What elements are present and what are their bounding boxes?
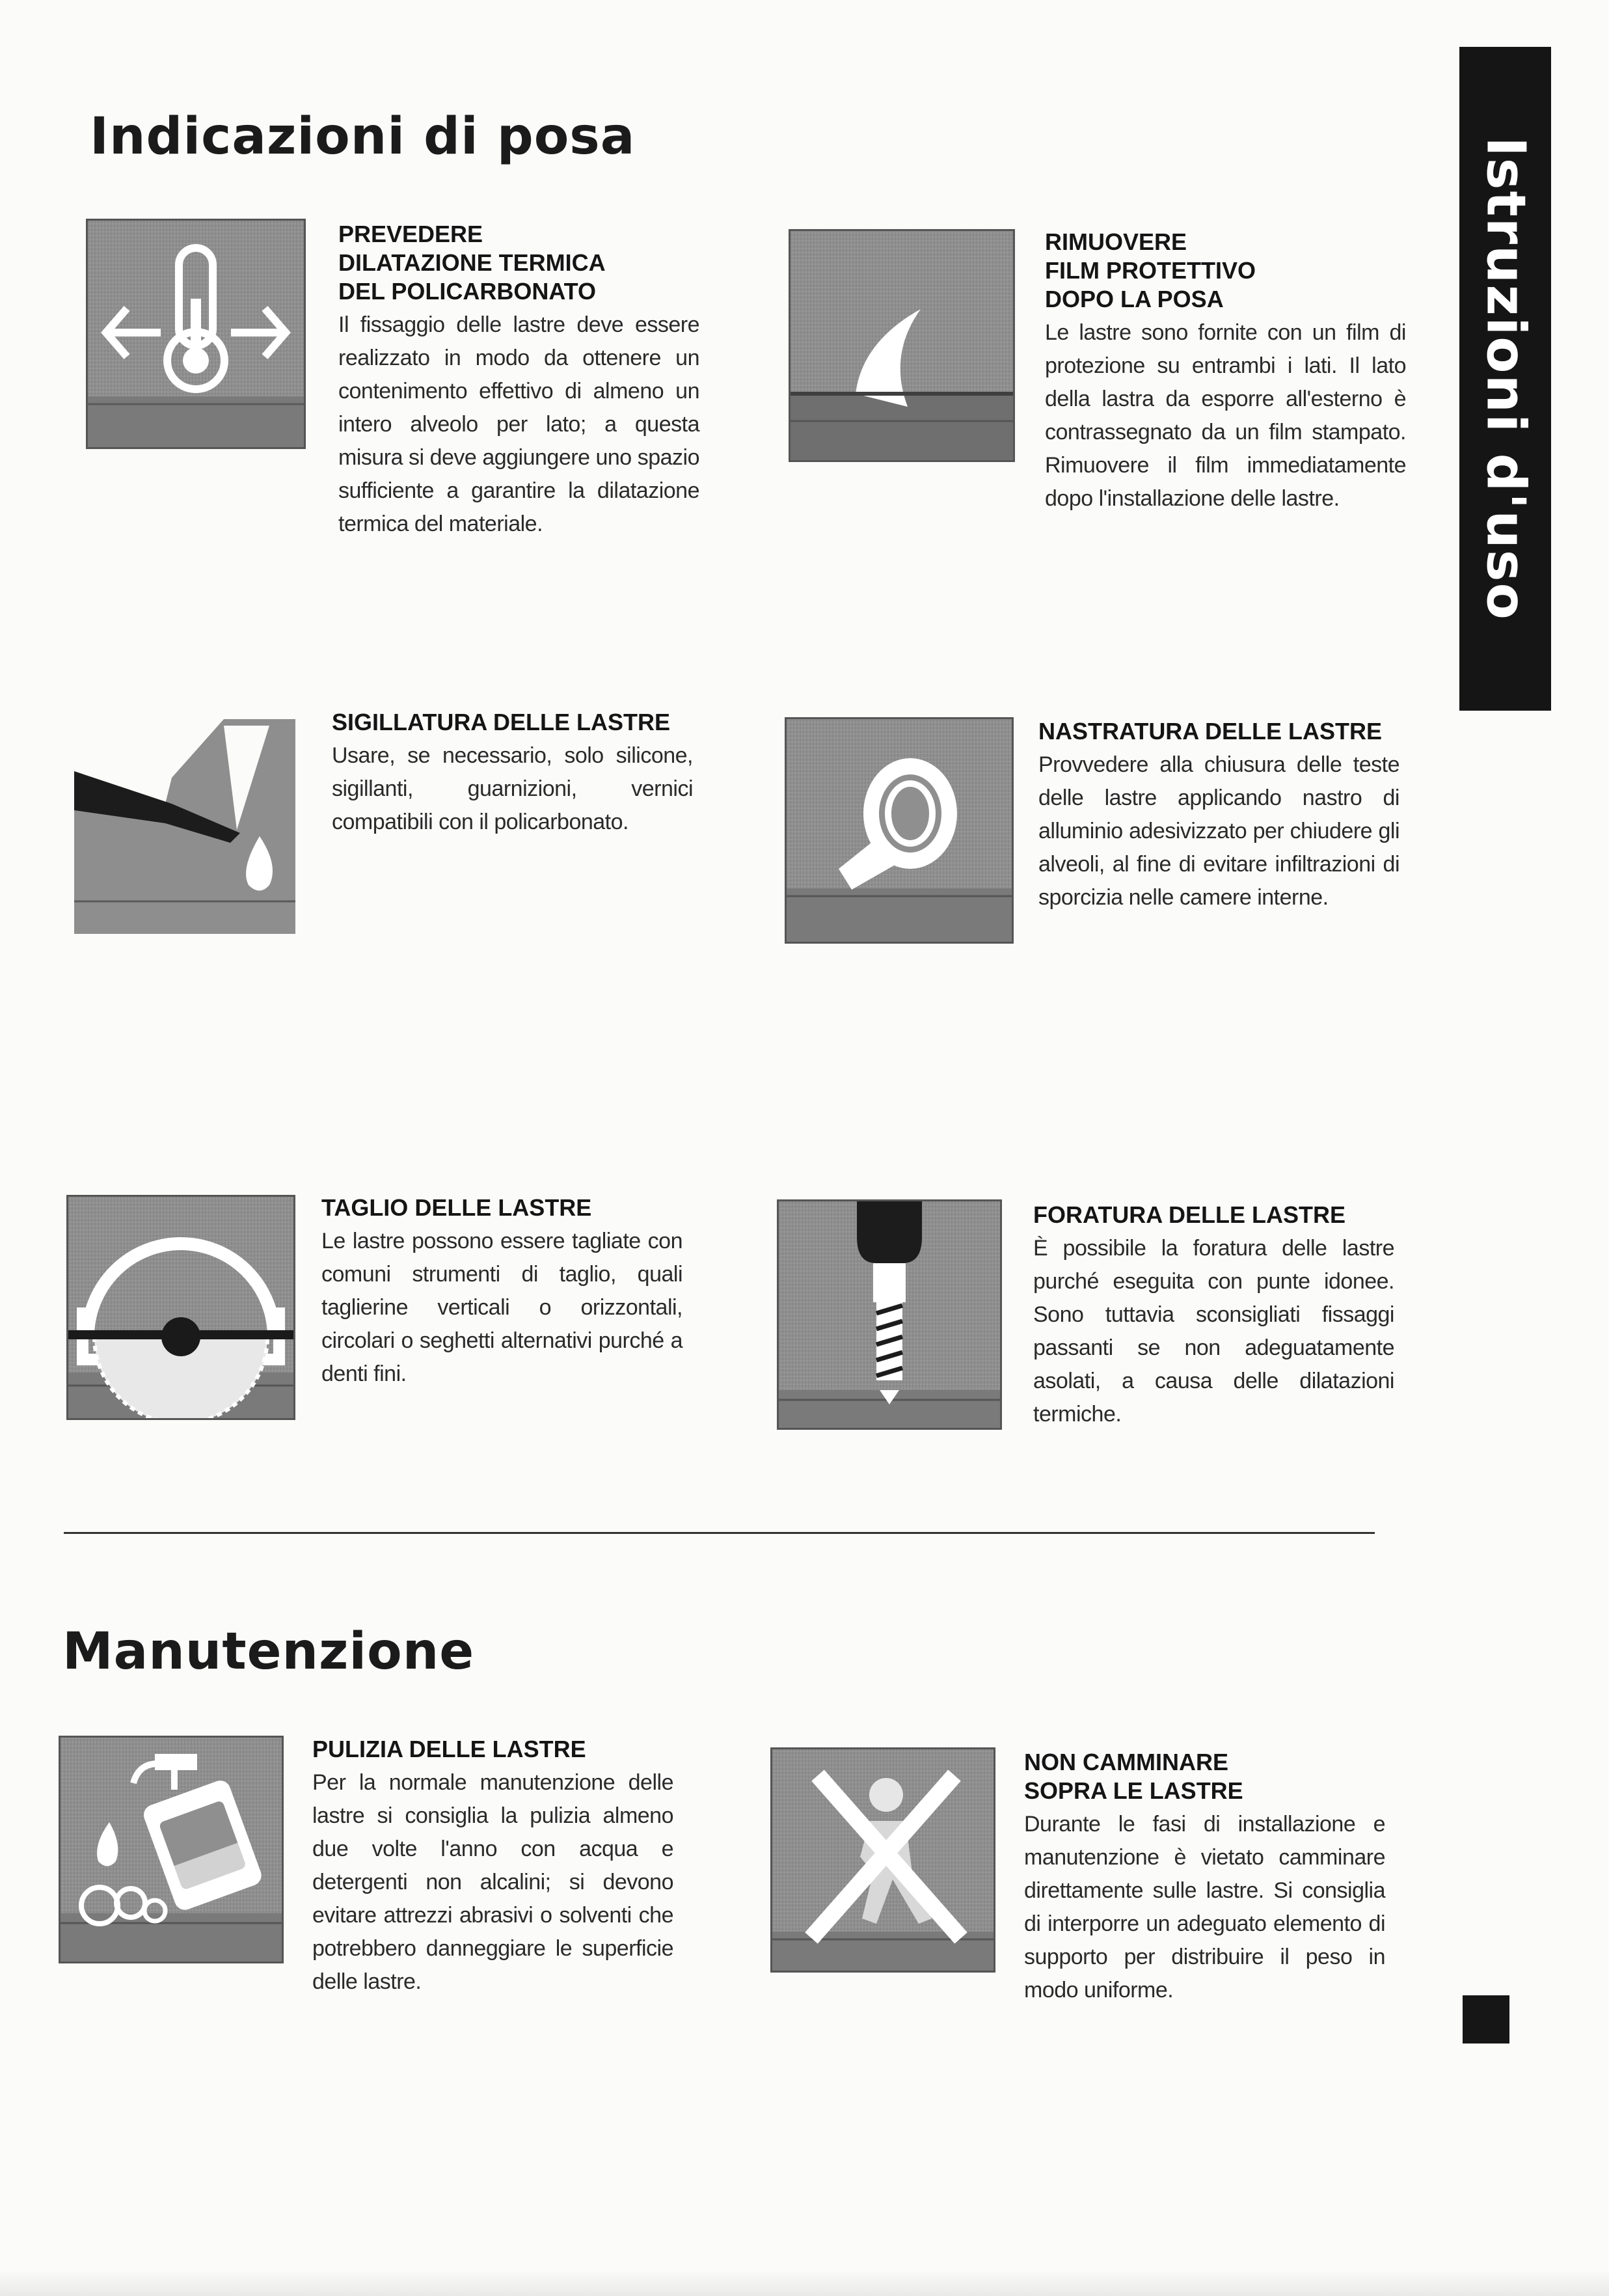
item-heading: DOPO LA POSA — [1045, 286, 1224, 312]
item-heading: RIMUOVERE — [1045, 228, 1187, 255]
item-body: Durante le fasi di installazione e manutenzione è vietato camminare direttamente sulle lastre. Si consiglia di interporre un adeguato elemento di supporto per distribuire il peso in modo uniforme. — [1024, 1812, 1385, 2002]
item-heading: NASTRATURA DELLE LASTRE — [1038, 718, 1382, 745]
drill-bit-icon — [777, 1199, 1002, 1430]
page-corner-mark — [1463, 1995, 1509, 2043]
item-body: Le lastre sono fornite con un film di protezione su entrambi i lati. Il lato della lastra da esporre all'esterno è contrassegnato da un film stampato. Rimuovere il film immediatamente dopo l'installazione delle lastre. — [1045, 320, 1406, 511]
item-heading: FILM PROTETTIVO — [1045, 257, 1256, 284]
item-heading: FORATURA DELLE LASTRE — [1033, 1201, 1345, 1228]
item-heading: SOPRA LE LASTRE — [1024, 1777, 1243, 1804]
peel-film-icon — [789, 229, 1015, 462]
sealant-drop-icon — [74, 706, 295, 934]
section-title-manutenzione: Manutenzione — [62, 1622, 475, 1681]
item-body: Le lastre possono essere tagliate con comuni strumenti di taglio, quali taglierine verticali o orizzontali, circolari o seghetti alternativi purché a denti fini. — [321, 1229, 683, 1386]
item-heading: PREVEDERE — [338, 221, 483, 247]
detergent-bottle-icon — [59, 1736, 284, 1963]
section-title-posa: Indicazioni di posa — [90, 107, 636, 166]
item-heading: TAGLIO DELLE LASTRE — [321, 1194, 592, 1221]
item-heading: NON CAMMINARE — [1024, 1749, 1228, 1775]
item-body: È possibile la foratura delle lastre purché eseguita con punte idonee. Sono tuttavia sconsigliati fissaggi passanti se non adeguatamente asolati, a causa delle dilatazioni termiche. — [1033, 1236, 1394, 1427]
page-bottom-edge — [0, 2270, 1609, 2296]
thermometer-arrows-icon — [86, 219, 306, 449]
section-divider — [64, 1532, 1375, 1534]
no-walking-icon — [770, 1747, 995, 1973]
item-body: Provvedere alla chiusura delle teste delle lastre applicando nastro di alluminio adesivizzato per chiudere gli alveoli, al fine di evitare infiltrazioni di sporcizia nelle camere interne. — [1038, 752, 1399, 910]
item-heading: SIGILLATURA DELLE LASTRE — [332, 709, 670, 735]
item-heading: DILATAZIONE TERMICA — [338, 249, 606, 276]
tape-roll-icon — [785, 717, 1014, 944]
item-heading: DEL POLICARBONATO — [338, 278, 597, 305]
circular-saw-icon — [66, 1195, 295, 1420]
item-body: Il fissaggio delle lastre deve essere realizzato in modo da ottenere un contenimento effettivo di almeno un intero alveolo per lato; a questa misura si deve aggiungere uno spazio sufficiente a garantire la dilatazione termica del materiale. — [338, 312, 699, 536]
side-tab — [1459, 47, 1551, 711]
item-body: Per la normale manutenzione delle lastre si consiglia la pulizia almeno due volte l'anno con acqua e detergenti non alcalini; si devono evitare attrezzi abrasivi o solventi che potrebbero danneggiare le superficie delle lastre. — [312, 1770, 673, 1994]
side-tab-label: Istruzioni d'uso — [1474, 137, 1536, 621]
item-body: Usare, se necessario, solo silicone, sigillanti, guarnizioni, vernici compatibili con il policarbonato. — [332, 743, 693, 834]
item-heading: PULIZIA DELLE LASTRE — [312, 1736, 586, 1762]
